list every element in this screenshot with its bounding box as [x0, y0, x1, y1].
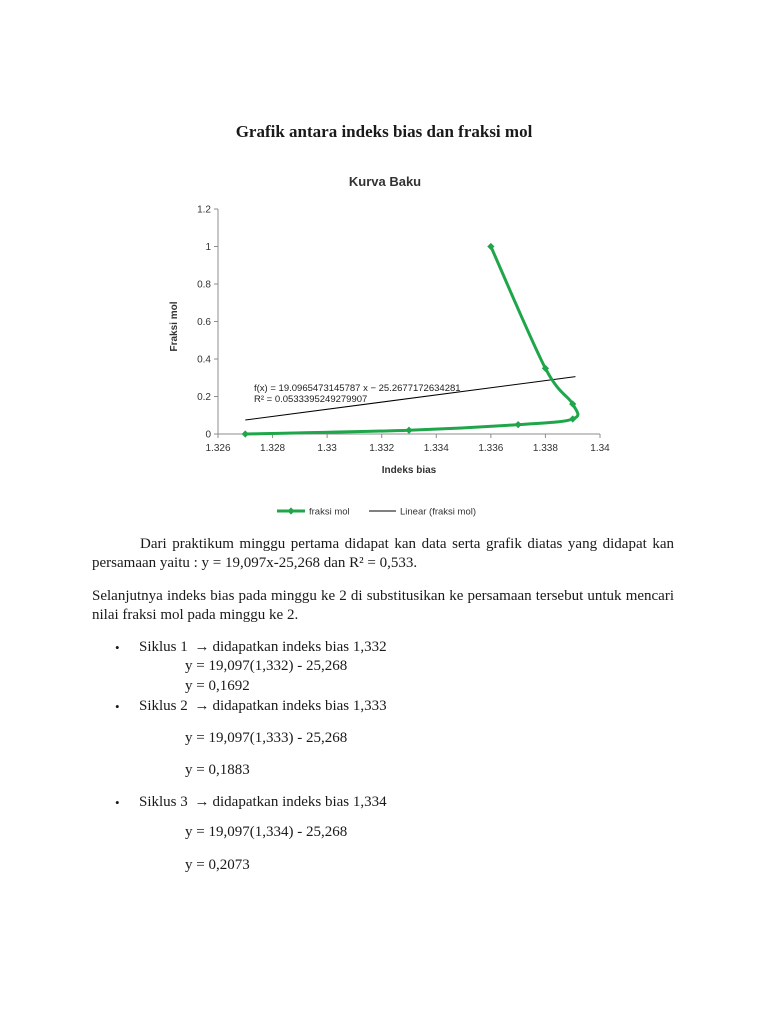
document-title: Grafik antara indeks bias dan fraksi mol: [235, 122, 533, 141]
x-tick-label: 1.336: [478, 443, 504, 454]
series-line-fraksi-mol: [245, 247, 578, 435]
cycle-2-equation: y = 19,097(1,333) - 25,268: [185, 730, 348, 746]
y-tick-label: 0: [205, 429, 211, 441]
y-tick-label: 0.6: [197, 317, 211, 328]
paragraph-equation-intro: Dari praktikum minggu pertama didapat kan data serta grafik diatas yang didapat kan persamaan yaitu : y = 19,097x-25,268 dan R² = 0,533.: [92, 536, 674, 571]
arrow-right-icon: →: [194, 794, 210, 810]
cycle-1-heading: [139, 638, 387, 657]
legend-label-fraksi-mol: fraksi mol: [309, 506, 350, 518]
cycle-text: didapatkan indeks bias 1,334: [212, 794, 387, 810]
x-tick-label: 1.328: [260, 443, 286, 454]
x-tick-label: 1.34: [590, 443, 610, 454]
cycle-3-equation: y = 19,097(1,334) - 25,268: [185, 824, 348, 840]
arrow-right-icon: →: [194, 698, 210, 714]
cycle-text: didapatkan indeks bias 1,333: [212, 698, 387, 714]
trendline-equation: f(x) = 19.0965473145787 x − 25.2677172634281: [254, 383, 461, 394]
cycle-2-result: y = 0,1883: [185, 762, 250, 778]
cycle-2-heading: [139, 697, 387, 716]
x-tick-label: 1.326: [205, 443, 231, 454]
cycle-3-heading: [139, 793, 387, 812]
x-tick-label: 1.334: [423, 443, 449, 454]
legend-marker-fraksi-mol: [287, 507, 294, 514]
cycle-text: didapatkan indeks bias 1,332: [212, 639, 387, 655]
y-tick-label: 0.4: [197, 354, 211, 366]
bullet-dot: •: [115, 795, 120, 810]
cycle-1-equation: y = 19,097(1,332) - 25,268: [185, 658, 348, 674]
paragraph-substitution: Selanjutnya indeks bias pada minggu ke 2 di substitusikan ke persamaan tersebut untuk mencari nilai fraksi mol pada minggu ke 2.: [92, 588, 674, 623]
y-tick-label: 1: [205, 242, 211, 253]
x-tick-label: 1.33: [317, 443, 337, 454]
bullet-dot: •: [115, 640, 120, 655]
y-tick-label: 1.2: [197, 204, 211, 216]
chart-title: Kurva Baku: [348, 174, 422, 189]
cycle-label: Siklus 2: [139, 698, 188, 714]
cycle-label: Siklus 1: [139, 639, 188, 655]
x-tick-label: 1.332: [369, 443, 395, 454]
chart-container: [150, 166, 620, 526]
cycle-label: Siklus 3: [139, 794, 188, 810]
bullet-dot: •: [115, 699, 120, 714]
y-tick-label: 0.2: [197, 392, 211, 403]
data-point-marker: [242, 430, 249, 437]
y-axis-label: Fraksi mol: [169, 301, 180, 352]
x-tick-label: 1.338: [532, 443, 558, 454]
data-point-marker: [405, 427, 412, 434]
arrow-right-icon: →: [194, 639, 210, 655]
cycle-3-result: y = 0,2073: [185, 857, 250, 873]
y-tick-label: 0.8: [197, 279, 211, 291]
legend-label-linear: Linear (fraksi mol): [400, 506, 477, 518]
data-point-marker: [515, 421, 522, 428]
x-axis-label: Indeks bias: [381, 465, 437, 476]
chart-canvas: [150, 166, 620, 526]
cycle-1-result: y = 0,1692: [185, 678, 250, 694]
trendline-r-squared: R² = 0.0533395249279907: [254, 394, 368, 405]
